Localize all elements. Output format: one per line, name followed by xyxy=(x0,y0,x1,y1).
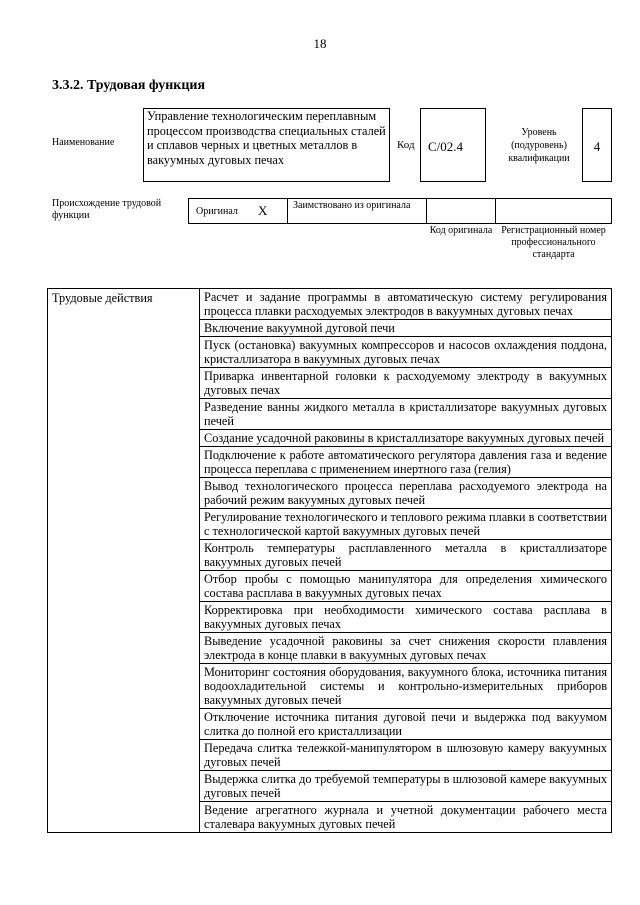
original-label: Оригинал xyxy=(196,206,238,217)
table-row xyxy=(48,289,612,320)
code-label: Код xyxy=(397,139,415,151)
labor-action-item: Передача слитка тележкой-манипулятором в шлюзовую камеру вакуумных дуговых печей xyxy=(200,740,612,771)
labor-actions-table xyxy=(47,288,612,833)
registration-number-cell xyxy=(495,198,612,224)
labor-action-item: Ведение агрегатного журнала и учетной документации рабочего места сталевара вакуумных дуговых печей xyxy=(200,802,612,833)
labor-action-item: Отбор пробы с помощью манипулятора для определения химического состава расплава в вакуумных дуговых печах xyxy=(200,571,612,602)
name-label: Наименование xyxy=(52,137,115,148)
labor-action-item: Выдержка слитка до требуемой температуры в шлюзовой камере вакуумных дуговых печей xyxy=(200,771,612,802)
page-number: 18 xyxy=(313,36,327,51)
labor-actions-label: Трудовые действия xyxy=(48,289,200,833)
labor-action-item: Мониторинг состояния оборудования, вакуумного блока, источника питания водоохладительной системы и контрольно-измерительных приборов вакуумных дуговых печей xyxy=(200,664,612,709)
original-code-cell xyxy=(426,198,496,224)
qualification-level-label: Уровень (подуровень) квалификации xyxy=(508,127,570,164)
labor-action-item: Подключение к работе автоматического регулятора давления газа и ведение процесса переплава с применением инертного газа (гелия) xyxy=(200,447,612,478)
labor-action-item: Разведение ванны жидкого металла в кристаллизаторе вакуумных дуговых печей xyxy=(200,399,612,430)
function-code-value: C/02.4 xyxy=(420,108,486,182)
labor-action-item: Расчет и задание программы в автоматическую систему регулирования процесса плавки расходуемых электродов в вакуумных дуговых печах xyxy=(200,289,612,320)
labor-action-item: Отключение источника питания дуговой печи и выдержка под вакуумом слитка до полной его кристаллизации xyxy=(200,709,612,740)
labor-action-item: Регулирование технологического и теплового режима плавки в соответствии с технологической картой вакуумных дуговых печей xyxy=(200,509,612,540)
borrowed-label: Заимствовано из оригинала xyxy=(293,200,411,211)
labor-action-item: Включение вакуумной дуговой печи xyxy=(200,320,612,337)
original-mark: X xyxy=(258,203,268,218)
function-name-value: Управление технологическим переплавным процессом производства специальных сталей и сплавов черных и цветных металлов в вакуумных дуговых печах xyxy=(143,108,390,182)
qualification-level-value: 4 xyxy=(582,108,612,182)
labor-action-item: Создание усадочной раковины в кристаллизаторе вакуумных дуговых печей xyxy=(200,430,612,447)
labor-action-item: Вывод технологического процесса переплава расходуемого электрода на рабочий режим вакуумных дуговых печей xyxy=(200,478,612,509)
labor-action-item: Выведение усадочной раковины за счет снижения скорости плавления электрода в конце плавки в вакуумных дуговых печах xyxy=(200,633,612,664)
original-code-caption: Код оригинала xyxy=(429,225,493,236)
origin-label: Происхождение трудовой функции xyxy=(52,198,162,221)
labor-action-item: Корректировка при необходимости химического состава расплава в вакуумных дуговых печах xyxy=(200,602,612,633)
labor-action-item: Приварка инвентарной головки к расходуемому электроду в вакуумных дуговых печах xyxy=(200,368,612,399)
section-heading: 3.3.2. Трудовая функция xyxy=(52,78,206,93)
registration-number-caption: Регистрационный номер профессионального стандарта xyxy=(501,225,606,260)
labor-action-item: Контроль температуры расплавленного металла в кристаллизаторе вакуумных дуговых печей xyxy=(200,540,612,571)
labor-action-item: Пуск (остановка) вакуумных компрессоров и насосов охлаждения поддона, кристаллизатора в вакуумных дуговых печах xyxy=(200,337,612,368)
